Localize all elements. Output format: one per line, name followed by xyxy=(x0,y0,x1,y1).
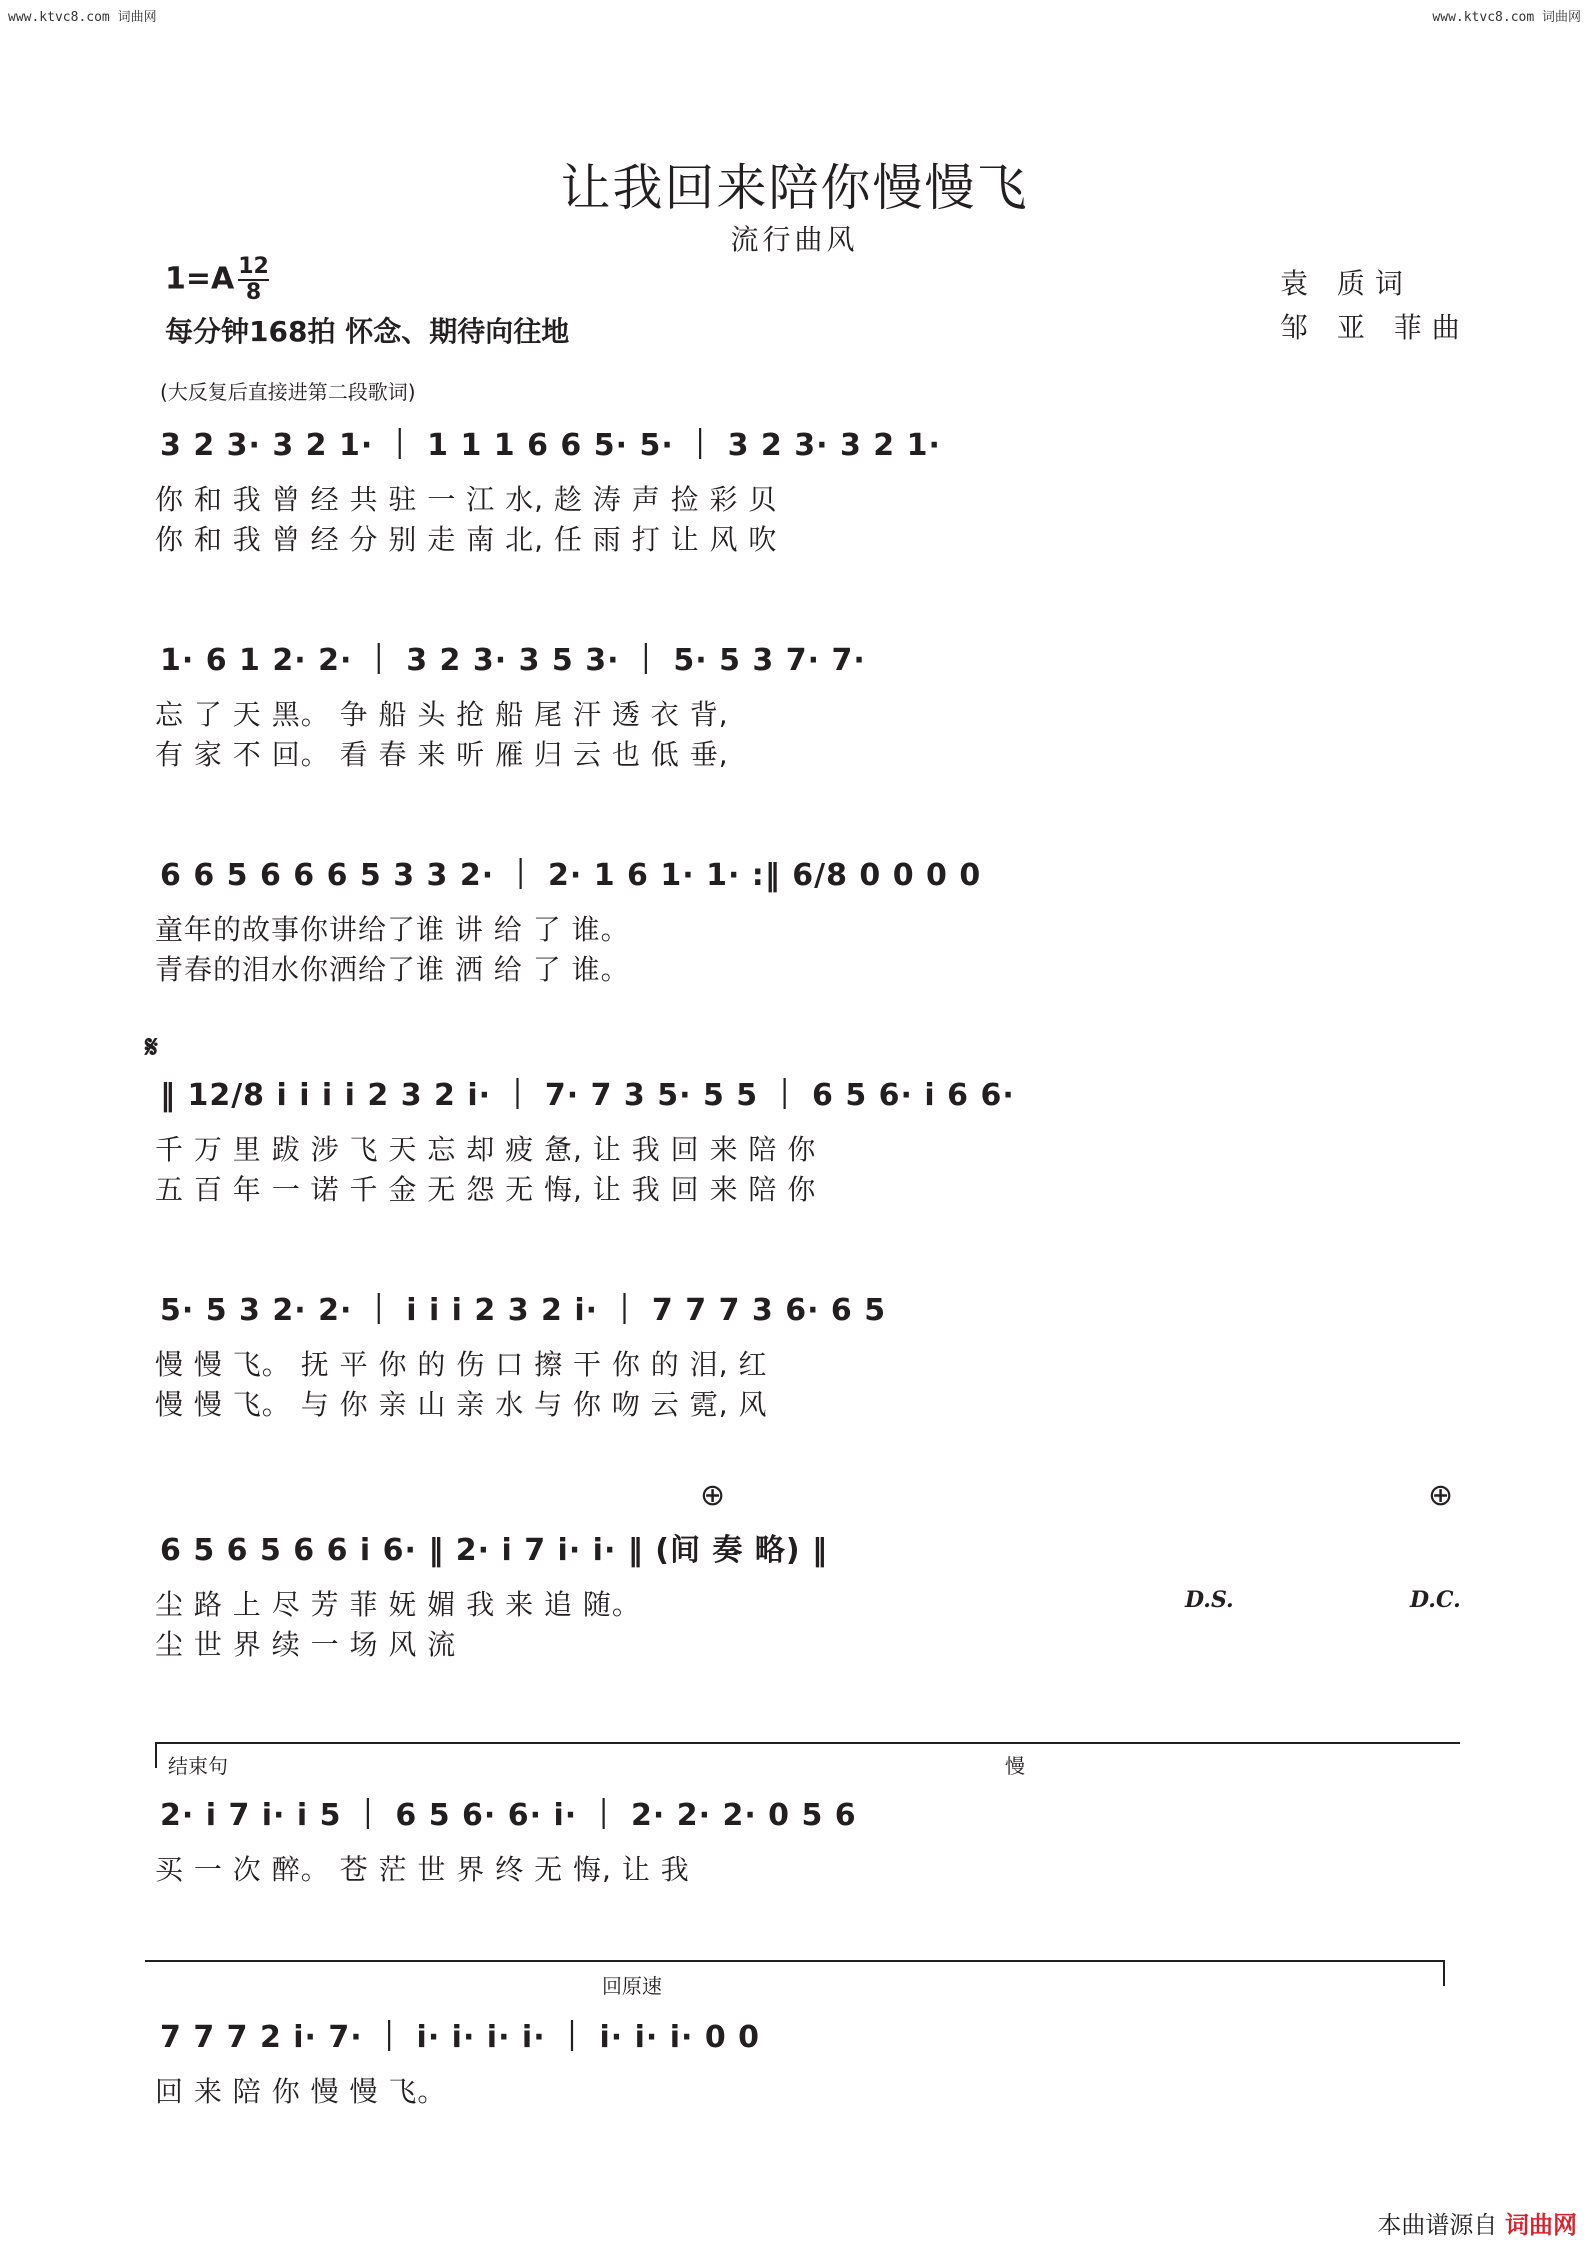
watermark-left: www.ktvc8.com 词曲网 xyxy=(8,10,157,25)
footer-source xyxy=(1377,2205,1577,2240)
time-signature xyxy=(238,255,269,305)
subtitle: 流行曲风 xyxy=(730,223,859,256)
lyrics-line-2: 有 家 不 回。 看 春 来 听 雁 归 云 也 低 垂, xyxy=(155,738,729,771)
time-denominator: 8 xyxy=(245,280,262,305)
tempo-marking: 每分钟168拍 怀念、期待向往地 xyxy=(165,315,570,348)
page-title: 让我回来陪你慢慢飞 xyxy=(560,159,1029,217)
ending-bracket-edge xyxy=(155,1742,157,1768)
tempo-back-label: 回原速 xyxy=(602,1974,662,1998)
lyrics-line-1: 尘 路 上 尽 芳 菲 妩 媚 我 来 追 随。 xyxy=(155,1588,641,1621)
segno-icon: 𝄋 xyxy=(145,1030,158,1065)
notation-line: 6 6 5 6 6 6 5 3 3 2· ｜ 2· 1 6 1· 1· :‖ 6/8 0 0 0 0 xyxy=(160,858,982,893)
footer-brand[interactable]: 词曲网 xyxy=(1505,2211,1577,2239)
notation-line: 1· 6 1 2· 2· ｜ 3 2 3· 3 5 3· ｜ 5· 5 3 7· 7· xyxy=(160,643,866,678)
lyrics-line-1: 忘 了 天 黑。 争 船 头 抢 船 尾 汗 透 衣 背, xyxy=(155,698,729,731)
notation-line: 7 7 7 2 i· 7· ｜ i· i· i· i· ｜ i· i· i· 0 0 xyxy=(160,2020,761,2055)
dc-marking: D.C. xyxy=(1410,1587,1461,1613)
final-bracket xyxy=(145,1960,1445,1962)
composer-credit: 邹 亚 菲曲 xyxy=(1280,311,1470,344)
notation-line: 2· i 7 i· i 5 ｜ 6 5 6· 6· i· ｜ 2· 2· 2· 0 5 6 xyxy=(160,1798,857,1833)
lyrics-line-1: 回 来 陪 你 慢 慢 飞。 xyxy=(155,2075,447,2108)
footer-prefix: 本曲谱源自 xyxy=(1377,2211,1498,2239)
repeat-note: (大反复后直接进第二段歌词) xyxy=(160,380,416,404)
watermark-right: www.ktvc8.com 词曲网 xyxy=(1432,10,1581,25)
final-bracket-edge xyxy=(1443,1960,1445,1986)
coda-icon: ⊕ xyxy=(700,1478,726,1513)
lyrics-line-1: 你 和 我 曾 经 共 驻 一 江 水, 趁 涛 声 捡 彩 贝 xyxy=(155,483,778,516)
notation-line: 3 2 3· 3 2 1· ｜ 1 1 1 6 6 5· 5· ｜ 3 2 3· 3 2 1· xyxy=(160,428,941,463)
coda-icon: ⊕ xyxy=(1428,1478,1454,1513)
key-signature xyxy=(165,255,269,305)
lyrics-line-1: 童年的故事你讲给了谁 讲 给 了 谁。 xyxy=(155,913,630,946)
key-label: 1=A xyxy=(165,261,235,297)
lyrics-line-1: 千 万 里 跋 涉 飞 天 忘 却 疲 惫, 让 我 回 来 陪 你 xyxy=(155,1133,817,1166)
lyrics-line-1: 慢 慢 飞。 抚 平 你 的 伤 口 擦 干 你 的 泪, 红 xyxy=(155,1348,768,1381)
lyrics-line-1: 买 一 次 醉。 苍 茫 世 界 终 无 悔, 让 我 xyxy=(155,1853,690,1886)
ds-marking: D.S. xyxy=(1185,1587,1234,1613)
notation-line: 6 5 6 5 6 6 i 6· ‖ 2· i 7 i· i· ‖ (间 奏 略) ‖ xyxy=(160,1533,829,1568)
ending-label: 结束句 xyxy=(168,1754,228,1778)
lyrics-line-2: 尘 世 界 续 一 场 风 流 xyxy=(155,1628,457,1661)
notation-line: 5· 5 3 2· 2· ｜ i i i 2 3 2 i· ｜ 7 7 7 3 6· 6 5 xyxy=(160,1293,887,1328)
lyrics-line-2: 慢 慢 飞。 与 你 亲 山 亲 水 与 你 吻 云 霓, 风 xyxy=(155,1388,768,1421)
ending-bracket xyxy=(155,1742,1460,1744)
lyrics-line-2: 五 百 年 一 诺 千 金 无 怨 无 悔, 让 我 回 来 陪 你 xyxy=(155,1173,817,1206)
notation-line: ‖ 12/8 i i i i 2 3 2 i· ｜ 7· 7 3 5· 5 5 ｜ 6 5 6· i 6 6· xyxy=(160,1078,1015,1113)
lyricist-credit: 袁 质词 xyxy=(1280,267,1413,300)
lyrics-line-2: 青春的泪水你洒给了谁 洒 给 了 谁。 xyxy=(155,953,630,986)
lyrics-line-2: 你 和 我 曾 经 分 别 走 南 北, 任 雨 打 让 风 吹 xyxy=(155,523,778,556)
time-numerator: 12 xyxy=(238,254,269,279)
slow-label: 慢 xyxy=(1005,1754,1025,1778)
